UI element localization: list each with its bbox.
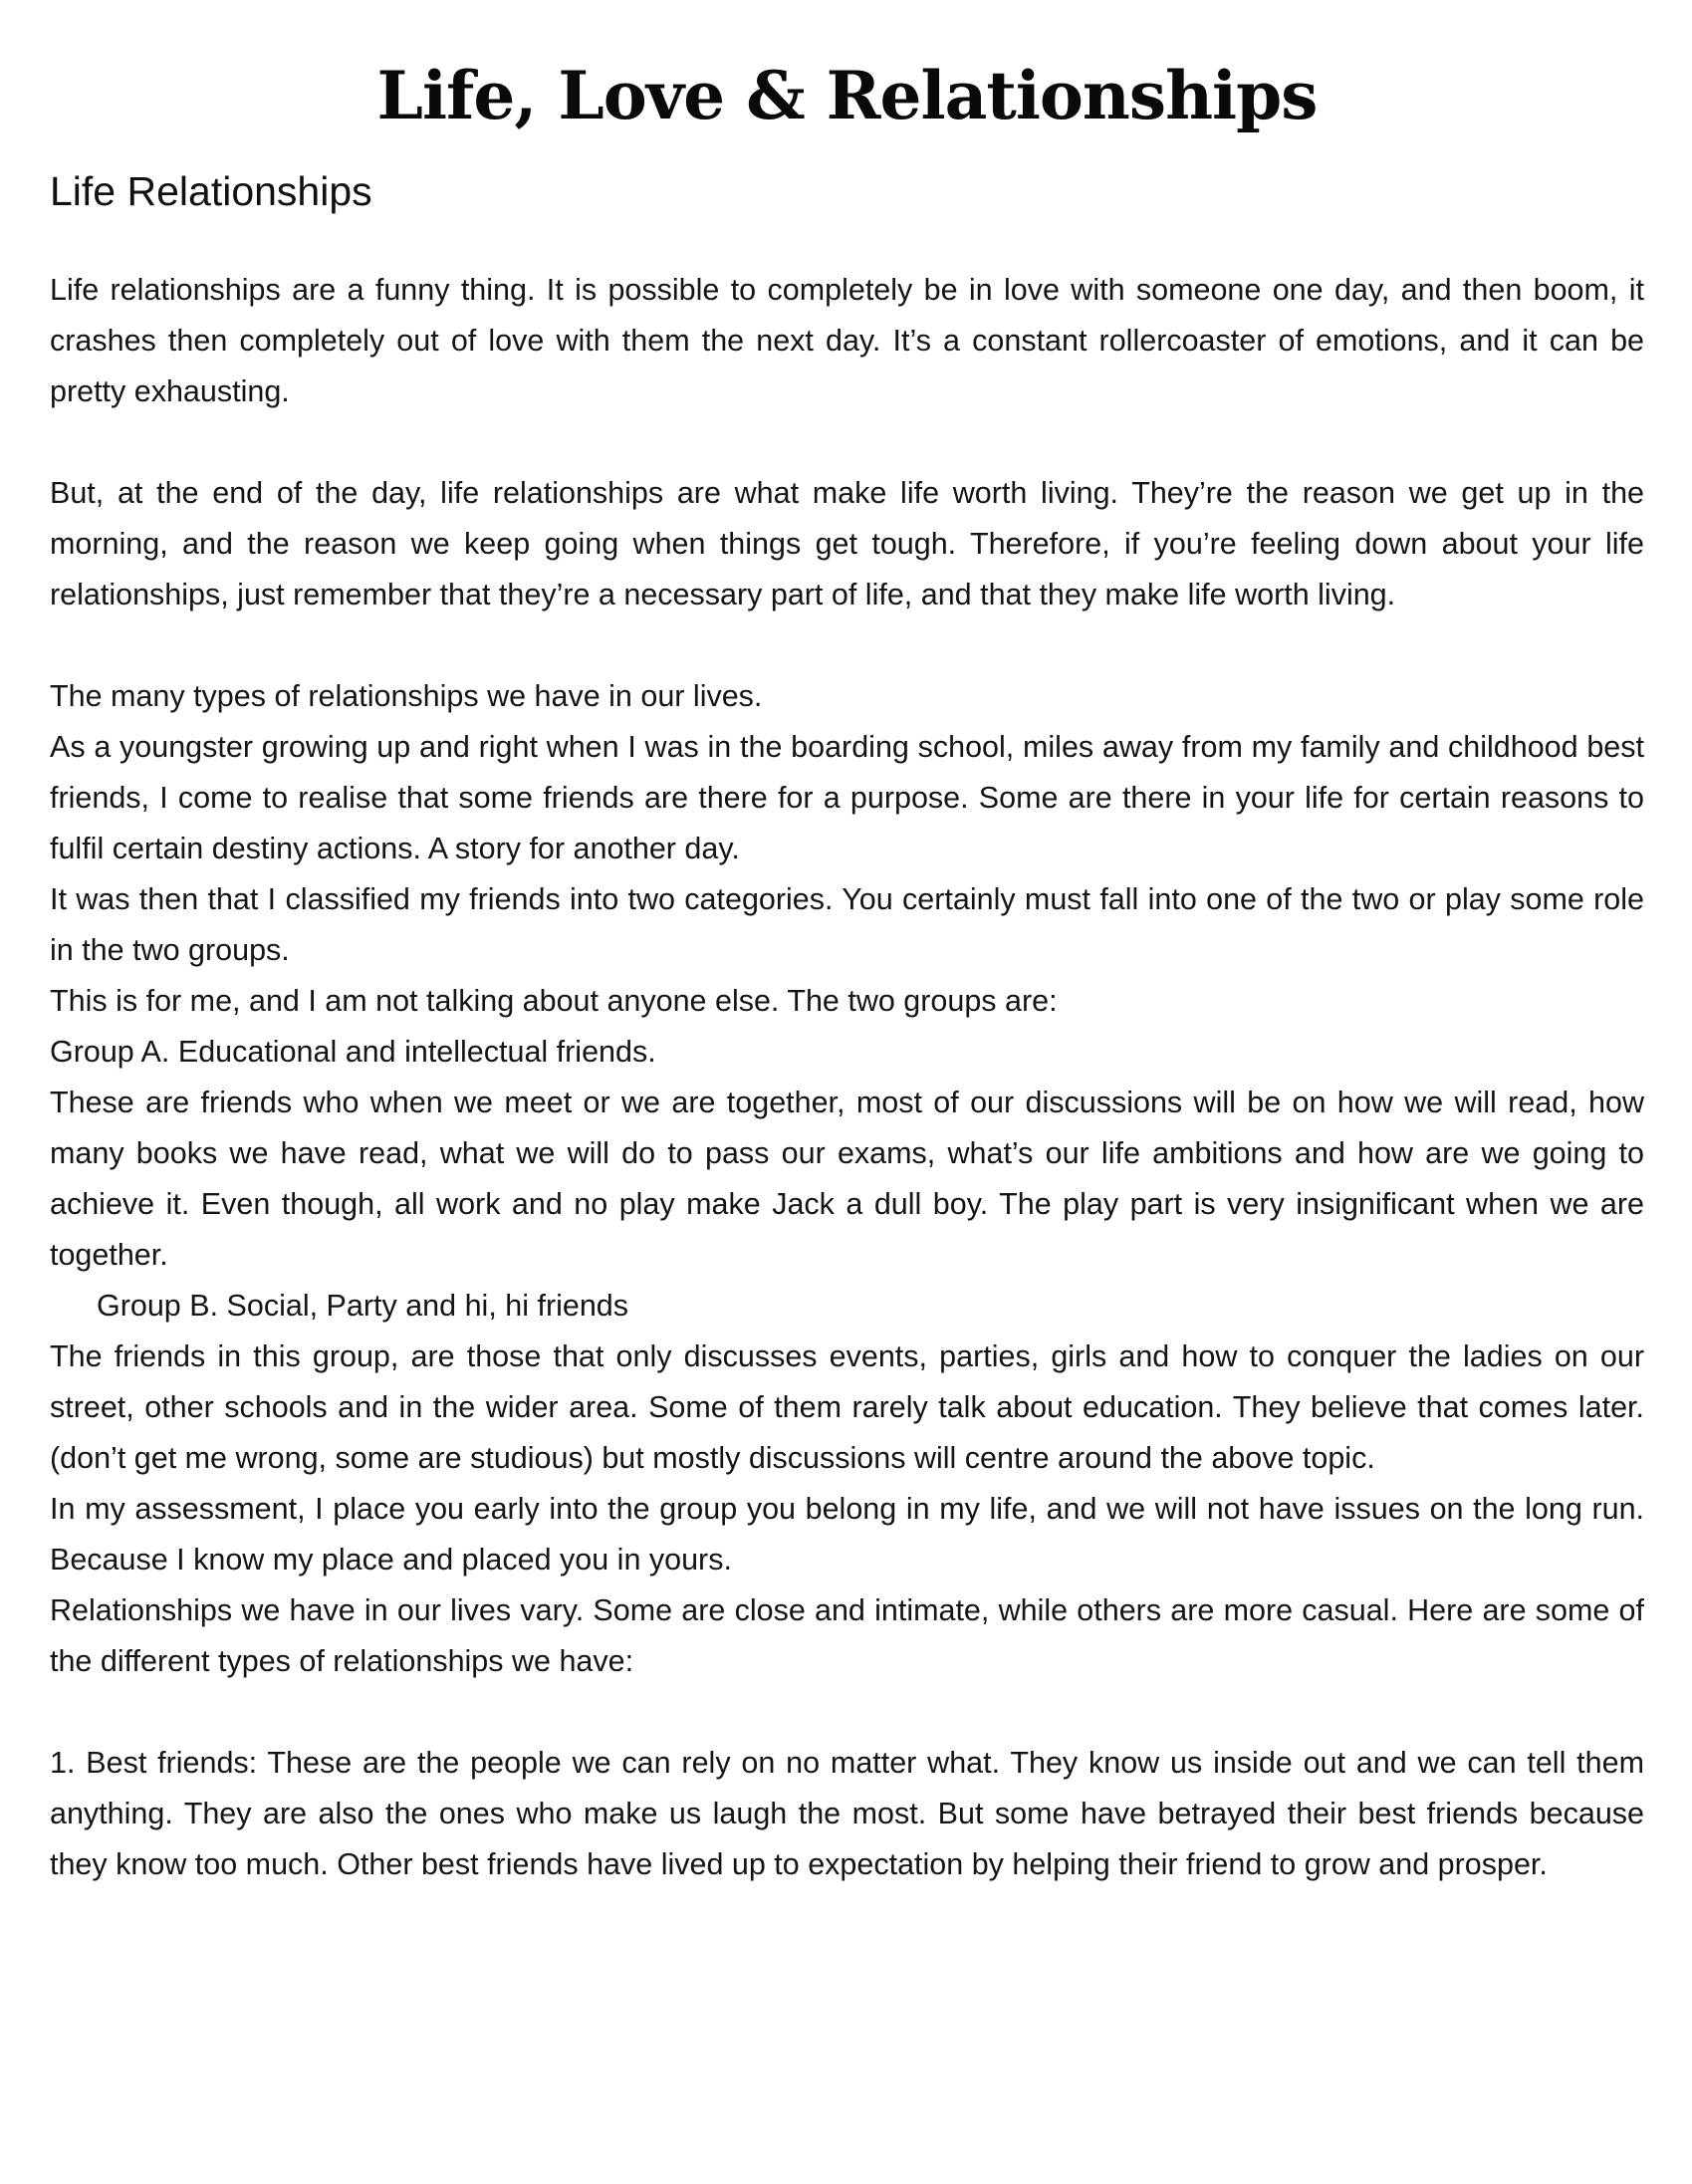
document-body <box>50 265 1644 1890</box>
paragraph-group-b: The friends in this group, are those that only discusses events, parties, girls and how to conquer the ladies on our street, other schools and in the wider area. Some of them rarely talk about education. They believe that comes later. (don’t get me wrong, some are studious) but mostly discussions will centre around the above topic. <box>50 1339 1644 1475</box>
paragraph-assessment: In my assessment, I place you early into the group you belong in my life, and we will not have issues on the long run. Because I know my place and placed you in yours. <box>50 1492 1644 1577</box>
paragraph-spacer <box>50 417 1644 468</box>
paragraph-types-intro: The many types of relationships we have in our lives. <box>50 679 763 713</box>
section-heading: Life Relationships <box>50 168 372 214</box>
document-page <box>50 0 1644 1890</box>
paragraph-boarding-school: As a youngster growing up and right when I was in the boarding school, miles away from my family and childhood best friends, I come to realise that some friends are there for a purpose. Some are there in your life for certain reasons to fulfil certain destiny actions. A story for another day. <box>50 730 1644 865</box>
group-b-heading: Group B. Social, Party and hi, hi friends <box>97 1289 629 1323</box>
group-a-heading: Group A. Educational and intellectual friends. <box>50 1035 656 1069</box>
paragraph-intro: Life relationships are a funny thing. It is possible to completely be in love with someone one day, and then boom, it crashes then completely out of love with them the next day. It’s a constant rollercoaster of emotions, and it can be pretty exhausting. <box>50 273 1644 408</box>
paragraph-best-friends: 1. Best friends: These are the people we can rely on no matter what. They know us inside out and we can tell them anything. They are also the ones who make us laugh the most. But some have betrayed their best friends because they know too much. Other best friends have lived up to expectation by helping their friend to grow and prosper. <box>50 1746 1644 1881</box>
paragraph-relationship-types: Relationships we have in our lives vary. Some are close and intimate, while others are more casual. Here are some of the different types of relationships we have: <box>50 1593 1644 1678</box>
document-title: Life, Love & Relationships <box>376 57 1318 134</box>
paragraph-two-groups: This is for me, and I am not talking about anyone else. The two groups are: <box>50 984 1058 1018</box>
paragraph-worth-living: But, at the end of the day, life relationships are what make life worth living. They’re the reason we get up in the morning, and the reason we keep going when things get tough. Therefore, if you’re feeling down about your life relationships, just remember that they’re a necessary part of life, and that they make life worth living. <box>50 476 1644 611</box>
paragraph-spacer <box>50 1687 1644 1738</box>
paragraph-group-a: These are friends who when we meet or we are together, most of our discussions will be on how we will read, how many books we have read, what we will do to pass our exams, what’s our life ambitions and how are we going to achieve it. Even though, all work and no play make Jack a dull boy. The play part is very insignificant when we are together. <box>50 1086 1644 1272</box>
paragraph-spacer <box>50 620 1644 671</box>
paragraph-two-categories: It was then that I classified my friends into two categories. You certainly must fall into one of the two or play some role in the two groups. <box>50 882 1644 967</box>
